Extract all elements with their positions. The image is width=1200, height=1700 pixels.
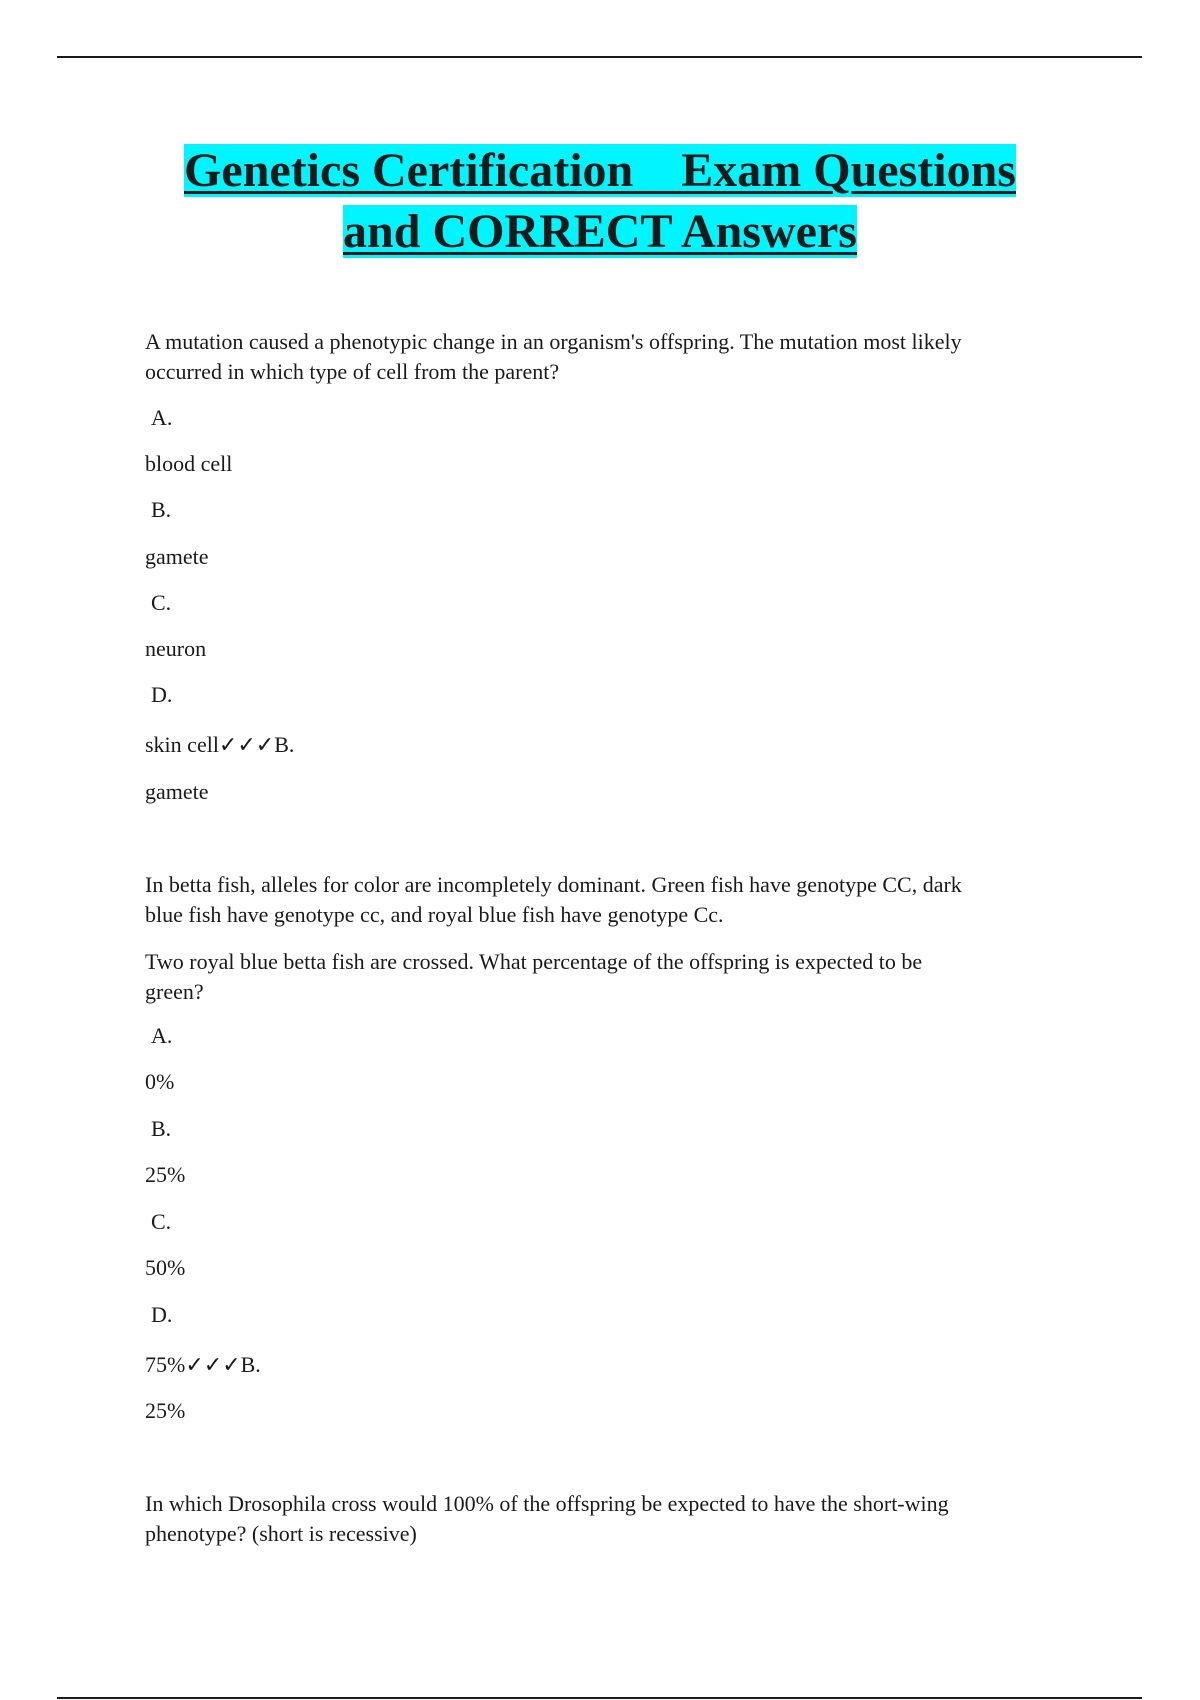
q1-option-d-letter: D. xyxy=(151,682,173,707)
q2-option-d-letter: D. xyxy=(151,1302,173,1327)
q1-option-c-letter: C. xyxy=(151,590,172,615)
q2-option-a-letter: A. xyxy=(151,1023,173,1048)
q2-answer: 25% xyxy=(145,1398,186,1423)
q1-option-a-letter: A. xyxy=(151,405,173,430)
bottom-rule xyxy=(57,1697,1142,1699)
q1-option-b-text: gamete xyxy=(145,544,209,569)
q1-option-a-text: blood cell xyxy=(145,451,233,476)
q3-stem-line-2: phenotype? (short is recessive) xyxy=(145,1521,417,1546)
q1-option-d-text: skin cell✓✓✓B. xyxy=(145,732,295,757)
q3-stem-line-1: In which Drosophila cross would 100% of the offspring be expected to have the short-wing xyxy=(145,1491,949,1516)
q1-stem-line-1: A mutation caused a phenotypic change in an organism's offspring. The mutation most likely xyxy=(145,329,962,354)
q2-option-c-text: 50% xyxy=(145,1255,186,1280)
q2-stem-line-3: Two royal blue betta fish are crossed. What percentage of the offspring is expected to be xyxy=(145,949,923,974)
q1-stem-line-2: occurred in which type of cell from the parent? xyxy=(145,359,560,384)
q1-answer: gamete xyxy=(145,779,209,804)
q2-option-d-text: 75%✓✓✓B. xyxy=(145,1352,261,1377)
q2-option-b-text: 25% xyxy=(145,1162,186,1187)
title-line-1: Genetics Certification Exam Questions xyxy=(184,144,1016,197)
title-line-2: and CORRECT Answers xyxy=(343,205,857,258)
q2-stem-line-2: blue fish have genotype cc, and royal blue fish have genotype Cc. xyxy=(145,902,724,927)
q1-option-c-text: neuron xyxy=(145,636,207,661)
q2-option-a-text: 0% xyxy=(145,1069,175,1094)
q1-option-b-letter: B. xyxy=(151,497,172,522)
q2-stem-line-4: green? xyxy=(145,979,204,1004)
q2-stem-line-1: In betta fish, alleles for color are incompletely dominant. Green fish have genotype CC, dark xyxy=(145,872,962,897)
q2-option-c-letter: C. xyxy=(151,1209,172,1234)
q2-option-b-letter: B. xyxy=(151,1116,172,1141)
